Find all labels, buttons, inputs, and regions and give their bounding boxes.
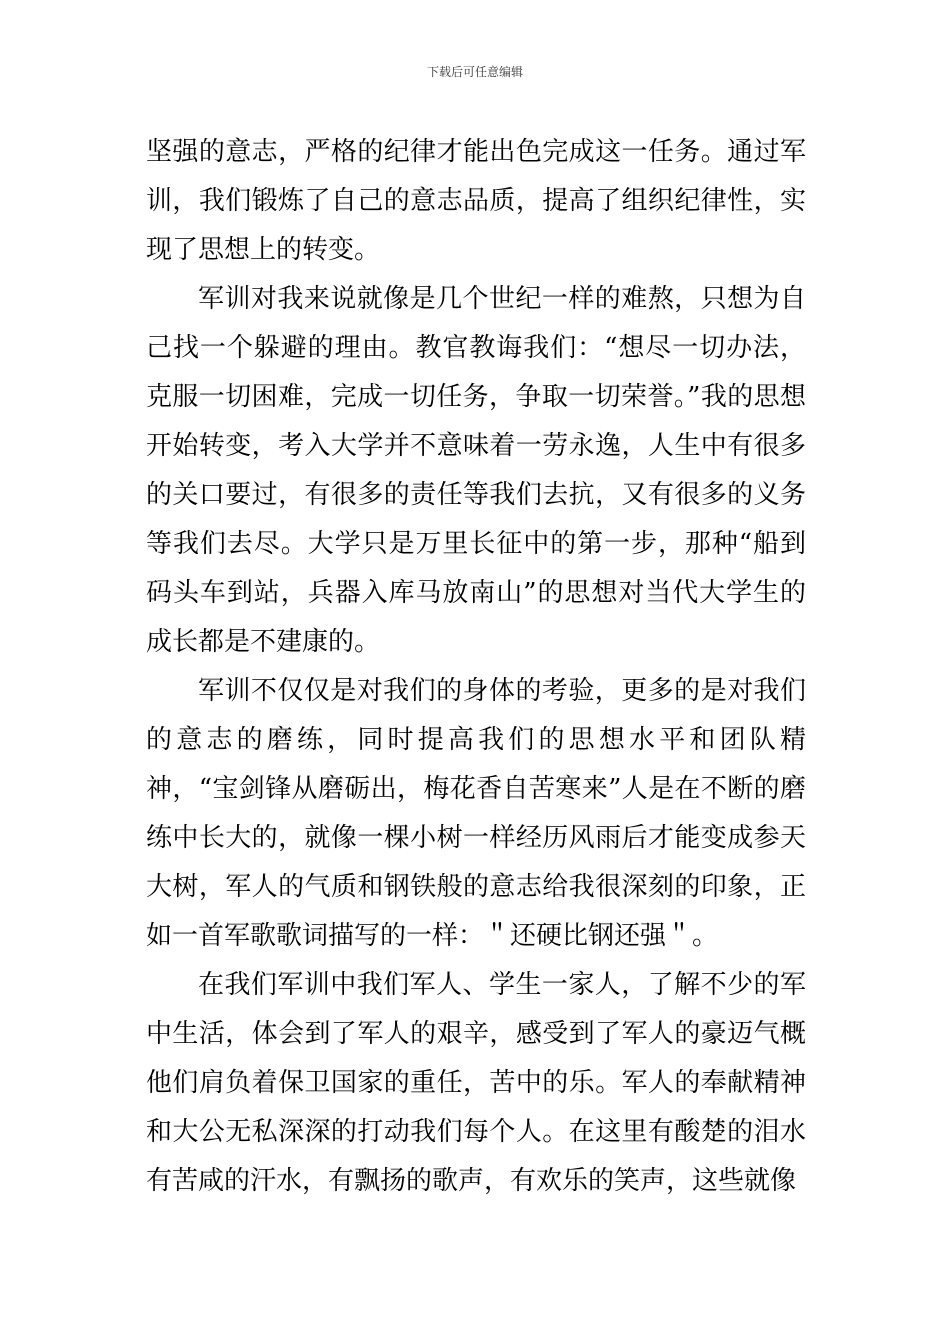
paragraph-1: 坚强的意志，严格的纪律才能出色完成这一任务。通过军训，我们锻炼了自己的意志品质，提高了组织纪律性，实现了思想上的转变。 xyxy=(146,137,806,265)
paragraph-4: 在我们军训中我们军人、学生一家人，了解不少的军中生活，体会到了军人的艰辛，感受到了军人的豪迈气概他们肩负着保卫国家的重任，苦中的乐。军人的奉献精神和大公无私深深的打动我们每个人。在这里有酸楚的泪水有苦咸的汗水，有飘扬的歌声，有欢乐的笑声，这些就像 xyxy=(146,970,806,1196)
document-body xyxy=(146,128,806,1206)
paragraph-3: 军训不仅仅是对我们的身体的考验，更多的是对我们的意志的磨练，同时提高我们的思想水平和团队精神，“宝剑锋从磨砺出，梅花香自苦寒来”人是在不断的磨练中长大的，就像一棵小树一样经历风雨后才能变成参天大树，军人的气质和钢铁般的意志给我很深刻的印象，正如一首军歌歌词描写的一样：＂还硬比钢还强＂。 xyxy=(146,676,806,951)
paragraph-2: 军训对我来说就像是几个世纪一样的难熬，只想为自己找一个躲避的理由。教官教诲我们：“想尽一切办法，克服一切困难，完成一切任务，争取一切荣誉。”我的思想开始转变，考入大学并不意味着一劳永逸，人生中有很多的关口要过，有很多的责任等我们去抗，又有很多的义务等我们去尽。大学只是万里长征中的第一步，那种“船到码头车到站，兵器入库马放南山”的思想对当代大学生的成长都是不建康的。 xyxy=(146,284,806,657)
page-header: 下载后可任意编辑 xyxy=(426,65,523,79)
